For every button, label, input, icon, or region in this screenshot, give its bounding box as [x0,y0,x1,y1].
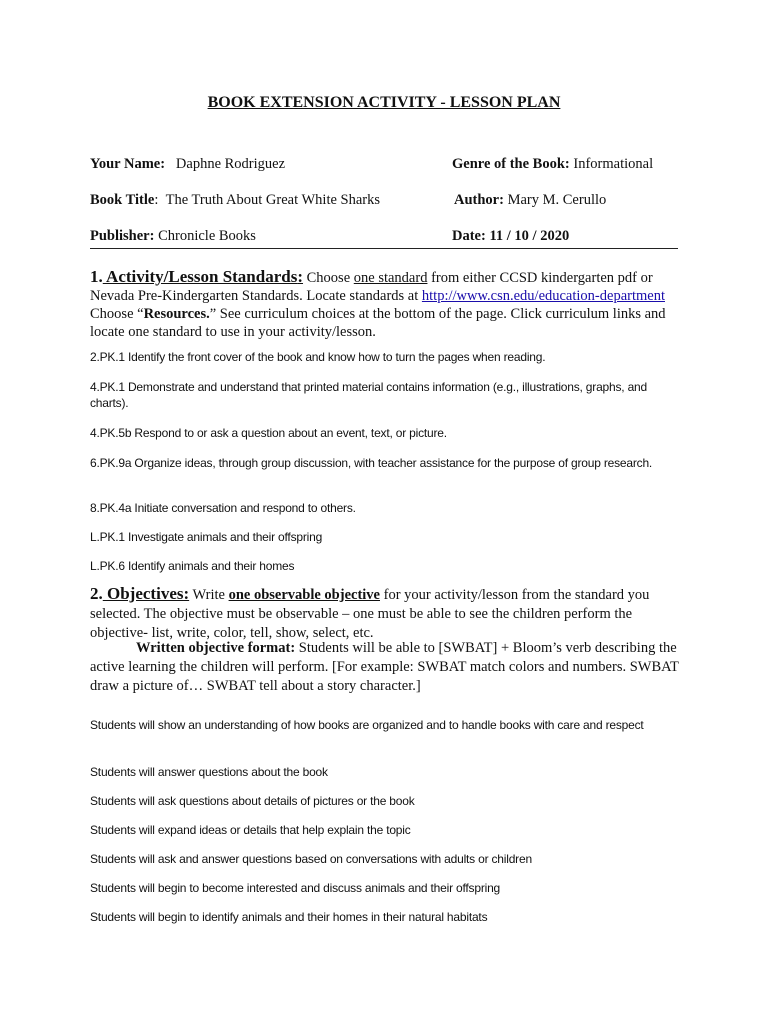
section-2-colon: : [183,584,190,603]
publisher-value: Chronicle Books [158,228,256,244]
standard-item: L.PK.6 Identify animals and their homes [90,559,295,573]
book-title-value: The Truth About Great White Sharks [165,192,381,208]
book-title-sep: : [154,192,159,208]
objective-item: Students will expand ideas or details that help explain the topic [90,823,411,837]
one-standard-text: one standard [353,270,428,286]
book-title-field [90,192,380,209]
standard-item: 6.PK.9a Organize ideas, through group discussion, with teacher assistance for the purpose of group research. [90,456,653,470]
section-2-text: Write [189,587,229,603]
format-label: Written objective format: [136,640,296,656]
section-1-number: 1. [90,267,103,286]
name-label: Your Name: [90,156,166,172]
header-divider [90,248,678,249]
genre-value: Informational [573,156,654,172]
author-value: Mary M. Cerullo [507,192,607,208]
standard-item: 8.PK.4a Initiate conversation and respond to others. [90,501,356,515]
date-field [452,228,569,245]
csn-link[interactable]: http://www.csn.edu/education-department [421,288,665,304]
section-1-text: Choose “ [90,306,144,322]
section-1-text: Choose [303,270,354,286]
author-label: Author: [454,192,504,208]
section-1-text: from either CCSD kindergarten pdf or Nevada Pre-Kindergarten Standards. Locate standards at [90,270,653,304]
name-value: Daphne Rodriguez [175,156,286,172]
publisher-label: Publisher: [90,228,155,244]
section-2-intro [90,584,680,643]
section-1-text: ” See curriculum choices at the bottom of the page. Click curriculum links and locate one standard to use in your activity/lesson. [90,306,666,340]
standard-item: 2.PK.1 Identify the front cover of the book and know how to turn the pages when reading. [90,350,546,364]
section-2-heading: Objectives [102,584,184,603]
section-1-heading: Activity/Lesson Standards [102,267,298,286]
section-2-text: for your activity/lesson from the standard you selected. The objective must be observable – one must be able to see the children perform the objective- list, write, color, tell, show, select, etc. [90,587,650,641]
section-1-intro [90,268,680,341]
document-title: BOOK EXTENSION ACTIVITY - LESSON PLAN [207,94,561,111]
objective-item: Students will ask questions about details of pictures or the book [90,794,415,808]
section-1-colon: : [297,267,304,286]
standard-item: L.PK.1 Investigate animals and their offspring [90,530,323,544]
objective-item: Students will ask and answer questions based on conversations with adults or children [90,852,532,866]
objective-item: Students will show an understanding of how books are organized and to handle books with care and respect [90,718,644,732]
observable-objective-text: one observable objective [228,587,380,603]
format-text: Students will be able to [SWBAT] + Bloom’s verb describing the active learning the children will perform. [For example: SWBAT match colors and numbers. SWBAT draw a picture of… SWBAT tell about a story character.] [90,640,679,694]
objective-item: Students will answer questions about the book [90,765,328,779]
name-field [90,156,285,173]
standard-item: 4.PK.1 Demonstrate and understand that printed material contains information (e.g., illustrations, graphs, and charts). [90,380,647,410]
objective-item: Students will begin to become interested and discuss animals and their offspring [90,881,501,895]
objective-item: Students will begin to identify animals and their homes in their natural habitats [90,910,488,924]
objective-format [90,639,680,696]
genre-label: Genre of the Book: [452,156,570,172]
section-2-number: 2. [90,584,103,603]
date-label: Date: 11 / 10 / 2020 [452,228,570,244]
genre-field [452,156,653,173]
book-title-label: Book Title [90,192,155,208]
author-field [454,192,606,209]
publisher-field [90,228,256,245]
resources-text: Resources. [143,306,210,322]
standard-item: 4.PK.5b Respond to or ask a question about an event, text, or picture. [90,426,447,440]
